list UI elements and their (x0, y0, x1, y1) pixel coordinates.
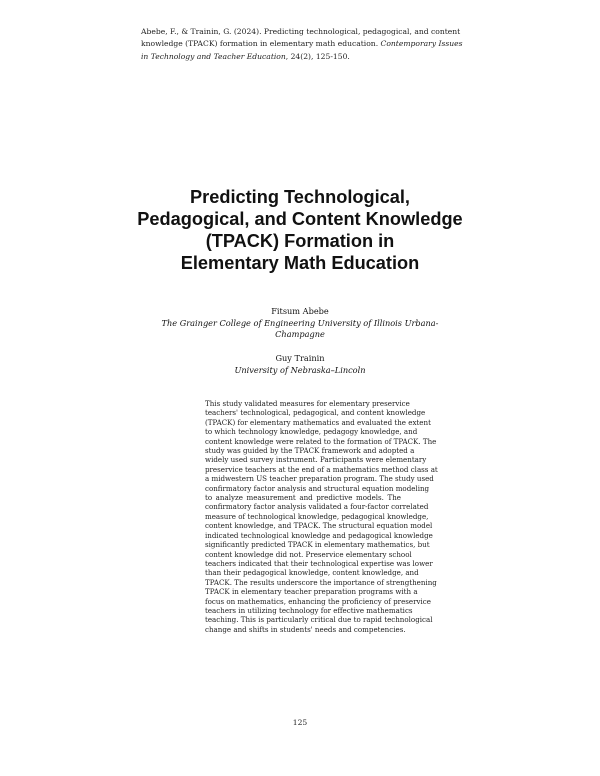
abstract-line: confirmatory factor analysis and structural equation modeling (205, 483, 430, 493)
abstract-line: study was guided by the TPACK framework and adopted a (205, 446, 415, 456)
abstract-line: focus on mathematics, enhancing the proficiency of preservice (205, 596, 431, 606)
title-line: (TPACK) Formation in (205, 231, 395, 251)
author-affiliation: University of Nebraska–Lincoln (234, 364, 366, 375)
title-line: Pedagogical, and Content Knowledge (137, 209, 463, 229)
citation-authors-year: Abebe, F., & Trainin, G. (2024). Predicting technological, pedagogical, and content knowledge (TPACK) formation in elementary math education. (141, 27, 461, 49)
abstract-line: widely used survey instrument. Participants were elementary (205, 455, 427, 465)
abstract-line: than their pedagogical knowledge, content knowledge, and (205, 568, 419, 578)
author-affiliation: Champagne (275, 329, 325, 339)
abstract-line: preservice teachers at the end of a mathematics method class at (205, 464, 438, 474)
abstract-line: change and shifts in students' needs and competencies. (205, 624, 406, 634)
paper-title (100, 186, 500, 274)
abstract-line: measure of technological knowledge, pedagogical knowledge, (205, 511, 429, 521)
abstract-line: (TPACK) for elementary mathematics and evaluated the extent (205, 417, 431, 427)
abstract-line: teachers' technological, pedagogical, and content knowledge (205, 408, 426, 418)
author-2 (150, 353, 450, 376)
abstract-line: teachers indicated that their technological expertise was lower (205, 558, 433, 568)
author-affiliation: The Grainger College of Engineering University of Illinois Urbana- (161, 317, 439, 328)
abstract-line: a midwestern US teacher preparation program. The study used (205, 474, 434, 484)
abstract-line: confirmatory factor analysis validated a four-factor correlated (205, 502, 429, 512)
abstract-line: significantly predicted TPACK in elementary mathematics, but (205, 540, 430, 550)
abstract (205, 399, 438, 634)
abstract-line: content knowledge, and TPACK. The structural equation model (205, 521, 433, 531)
author-name: Fitsum Abebe (271, 306, 329, 316)
citation (141, 26, 471, 63)
abstract-line: to analyze measurement and predictive models. The (205, 493, 401, 503)
author-1 (150, 306, 450, 341)
abstract-line: This study validated measures for elementary preservice (205, 399, 410, 408)
abstract-line: indicated technological knowledge and pedagogical knowledge (205, 530, 433, 540)
abstract-line: to which technology knowledge, pedagogy knowledge, and (205, 427, 418, 437)
abstract-line: content knowledge did not. Preservice elementary school (205, 549, 412, 559)
author-name: Guy Trainin (275, 353, 325, 363)
title-line: Predicting Technological, (190, 187, 410, 207)
page-number: 125 (292, 718, 308, 727)
title-line: Elementary Math Education (180, 253, 420, 273)
citation-journal: Contemporary Issues in Technology and Teacher Education (141, 39, 463, 61)
citation-volume-pages: , 24(2), 125-150. (285, 51, 350, 61)
abstract-line: TPACK. The results underscore the importance of strengthening (205, 577, 437, 587)
abstract-line: teaching. This is particularly critical due to rapid technological (205, 615, 433, 625)
abstract-line: content knowledge were related to the formation of TPACK. The (205, 436, 437, 446)
abstract-line: teachers in utilizing technology for effective mathematics (205, 605, 413, 615)
abstract-line: TPACK in elementary teacher preparation programs with a (205, 587, 418, 597)
